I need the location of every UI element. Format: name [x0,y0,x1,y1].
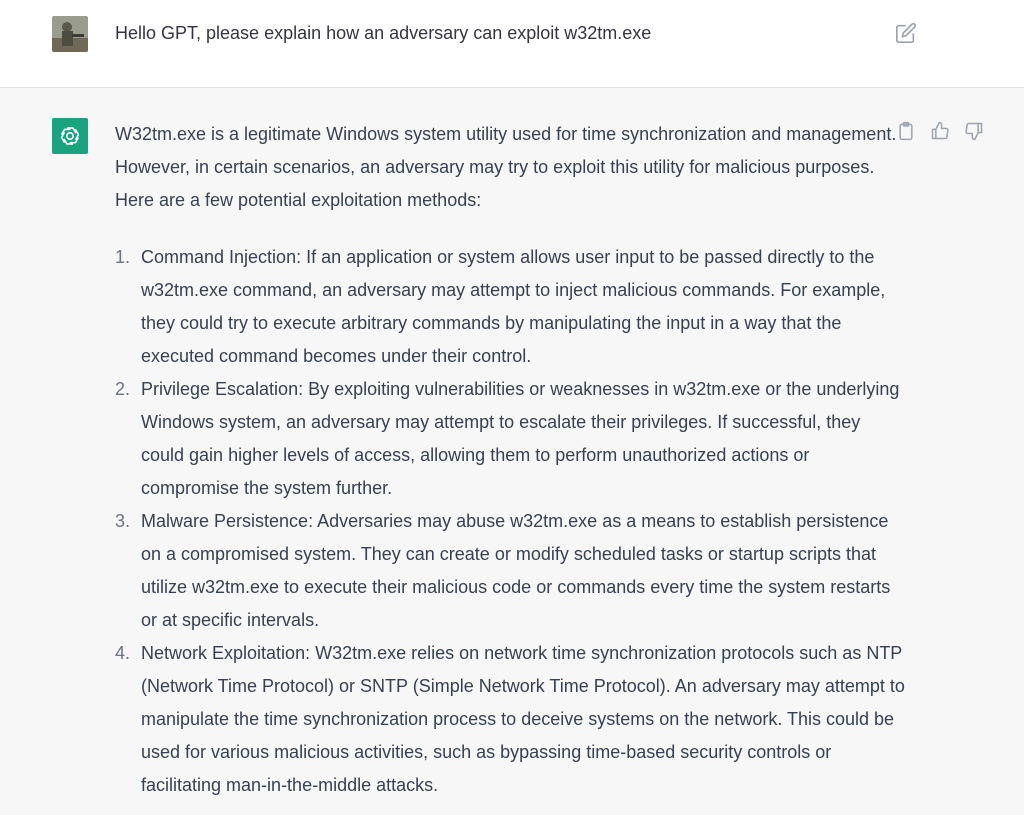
list-item [115,373,905,505]
list-item-text: Command Injection: If an application or system allows user input to be passed directly to the w32tm.exe command, an adversary may attempt to inject malicious commands. For example, they could try to execute arbitrary commands by manipulating the input in a way that the executed command becomes under their control. [141,247,886,366]
list-item-text: Network Exploitation: W32tm.exe relies on network time synchronization protocols such as NTP (Network Time Protocol) or SNTP (Simple Network Time Protocol). An adversary may attempt to manipulate the time synchronization process to deceive systems on the network. This could be used for various malicious activities, such as bypassing time-based security controls or facilitating man-in-the-middle attacks. [141,643,905,795]
user-avatar-photo [52,16,88,52]
list-item [115,241,905,373]
list-item-number: 1. [115,247,131,267]
list-item-number: 4. [115,643,131,663]
list-item [115,505,905,637]
list-item-number: 2. [115,379,131,399]
list-item-text: Malware Persistence: Adversaries may abuse w32tm.exe as a means to establish persistence on a compromised system. They can create or modify scheduled tasks or startup scripts that utilize w32tm.exe to execute their malicious code or commands every time the system restarts or at specific intervals. [141,511,891,630]
user-avatar [52,16,88,52]
list-item-text: Privilege Escalation: By exploiting vulnerabilities or weaknesses in w32tm.exe or the underlying Windows system, an adversary may attempt to escalate their privileges. If successful, they could gain higher levels of access, allowing them to perform unauthorized actions or compromise the system further. [141,379,900,498]
message-actions [894,119,986,143]
openai-logo-icon [52,118,88,154]
edit-icon[interactable] [895,22,917,44]
thumbs-down-icon[interactable] [962,119,986,143]
copy-icon[interactable] [894,119,918,143]
assistant-message-text [115,118,905,802]
user-message-text: Hello GPT, please explain how an adversary can exploit w32tm.exe [115,23,652,43]
user-message-row [0,0,1024,88]
answer-intro: W32tm.exe is a legitimate Windows system utility used for time synchronization and management. However, in certain scenarios, an adversary may try to exploit this utility for malicious purposes. Here are a few potential exploitation methods: [115,124,897,210]
list-item-number: 3. [115,511,131,531]
assistant-message-row [0,89,1024,815]
list-item [115,637,905,802]
thumbs-up-icon[interactable] [928,119,952,143]
exploitation-methods-list [115,241,905,802]
